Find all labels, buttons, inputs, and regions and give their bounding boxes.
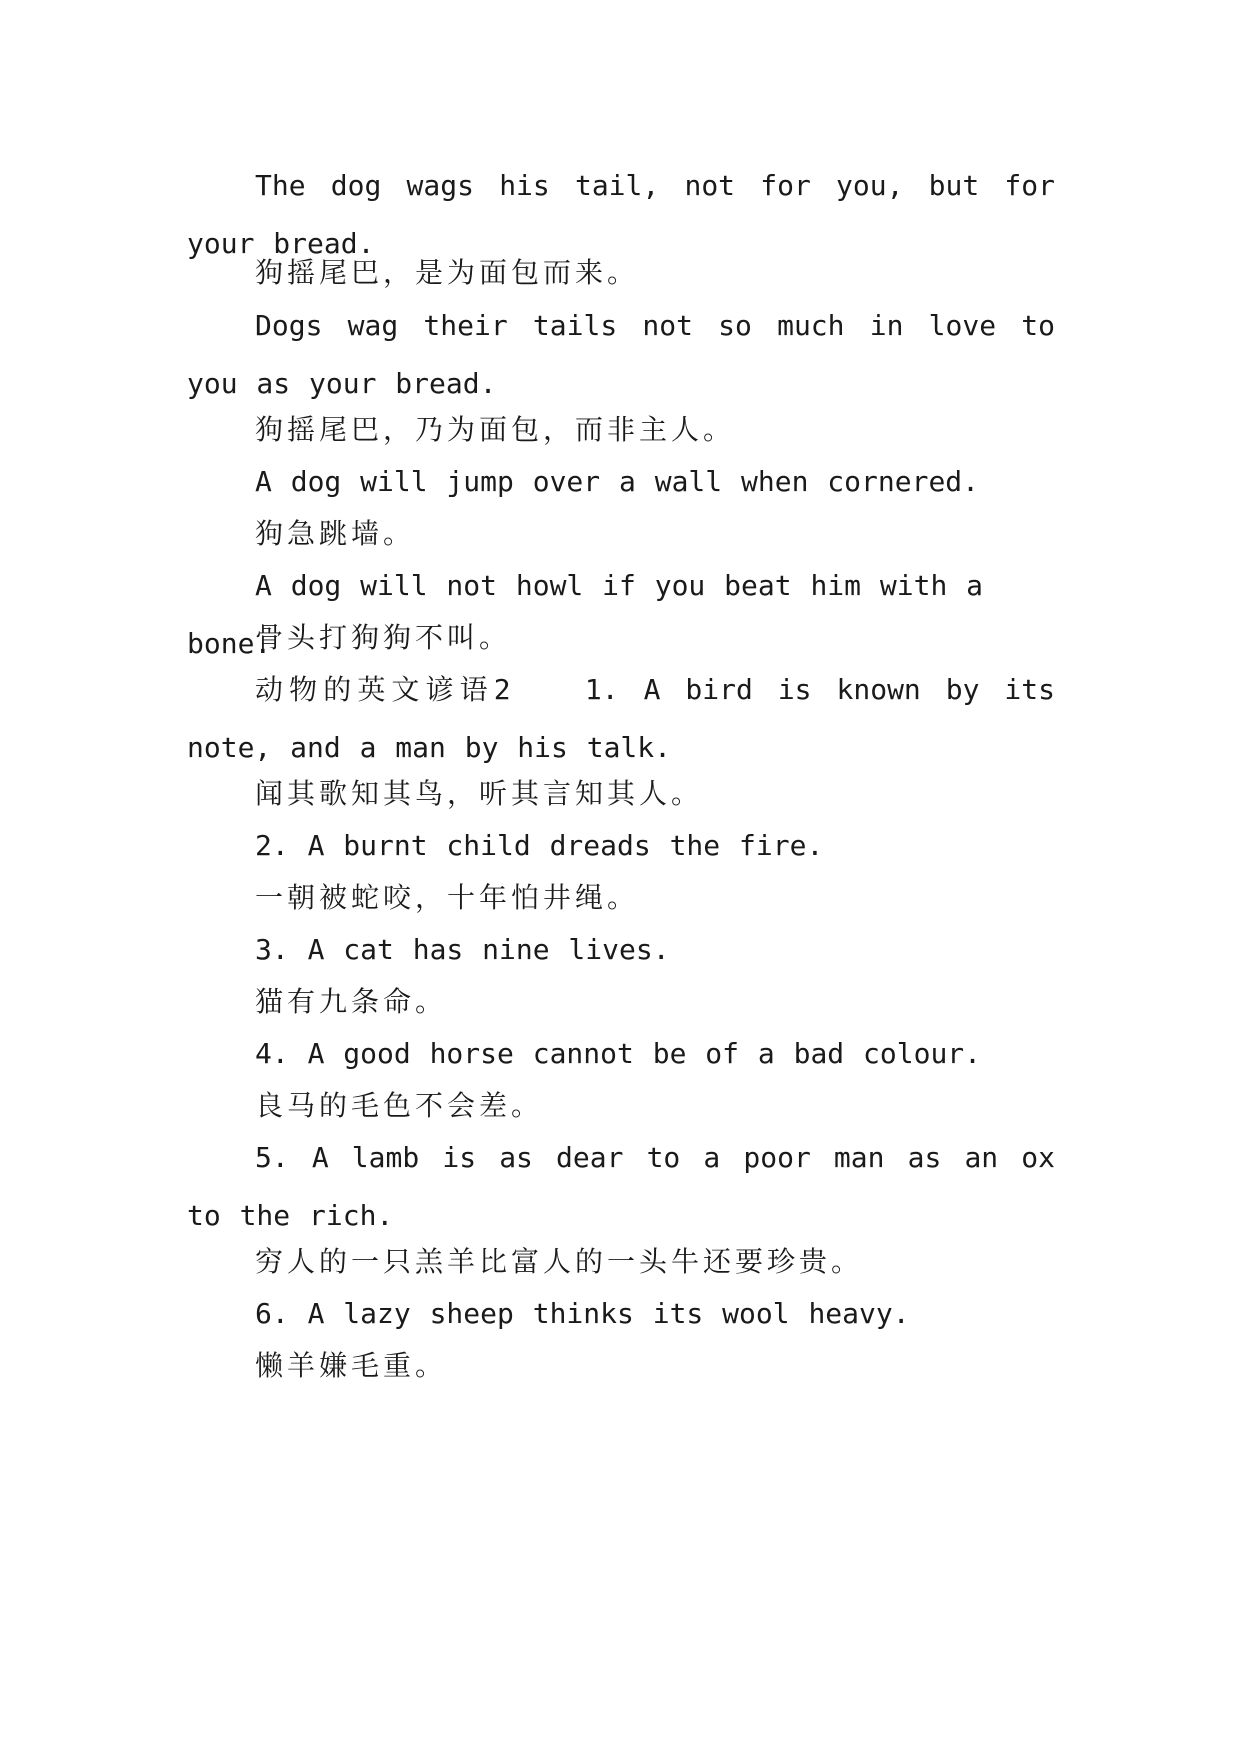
paragraph-dog-tail-translation: 狗摇尾巴，是为面包而来。 xyxy=(255,256,640,289)
paragraph-burnt-child-proverb: 2. A burnt child dreads the fire. xyxy=(255,829,824,862)
paragraph-lamb-translation: 穷人的一只羔羊比富人的一头牛还要珍贵。 xyxy=(255,1245,864,1278)
paragraph-dog-howl-proverb: A dog will not howl if you beat him with a bone. xyxy=(187,569,984,660)
paragraph-dogs-wag-translation: 狗摇尾巴，乃为面包，而非主人。 xyxy=(255,413,736,446)
paragraph-sheep-proverb: 6. A lazy sheep thinks its wool heavy. xyxy=(255,1297,910,1330)
paragraph-sheep-translation: 懒羊嫌毛重。 xyxy=(255,1349,448,1382)
paragraph-cat-proverb: 3. A cat has nine lives. xyxy=(255,933,670,966)
paragraph-bird-translation: 闻其歌知其鸟，听其言知其人。 xyxy=(255,777,704,810)
paragraph-horse-proverb: 4. A good horse cannot be of a bad colour. xyxy=(255,1037,982,1070)
paragraph-dog-jump-proverb: A dog will jump over a wall when cornered. xyxy=(255,465,980,498)
paragraph-burnt-child-translation: 一朝被蛇咬，十年怕井绳。 xyxy=(255,881,640,914)
paragraph-lamb-proverb: 5. A lamb is as dear to a poor man as an ox to the rich. xyxy=(187,1141,1055,1232)
paragraph-cat-translation: 猫有九条命。 xyxy=(255,985,448,1018)
paragraph-horse-translation: 良马的毛色不会差。 xyxy=(255,1089,544,1122)
paragraph-dogs-wag-proverb: Dogs wag their tails not so much in love to you as your bread. xyxy=(187,309,1055,400)
paragraph-dog-howl-translation: 骨头打狗狗不叫。 xyxy=(255,621,512,654)
paragraph-dog-jump-translation: 狗急跳墙。 xyxy=(255,517,416,550)
paragraph-section-2-bird-proverb: 动物的英文谚语2 1. A bird is known by its note, and a man by his talk. xyxy=(187,673,1055,764)
paragraph-dog-tail-proverb: The dog wags his tail, not for you, but for your bread. xyxy=(187,169,1055,260)
